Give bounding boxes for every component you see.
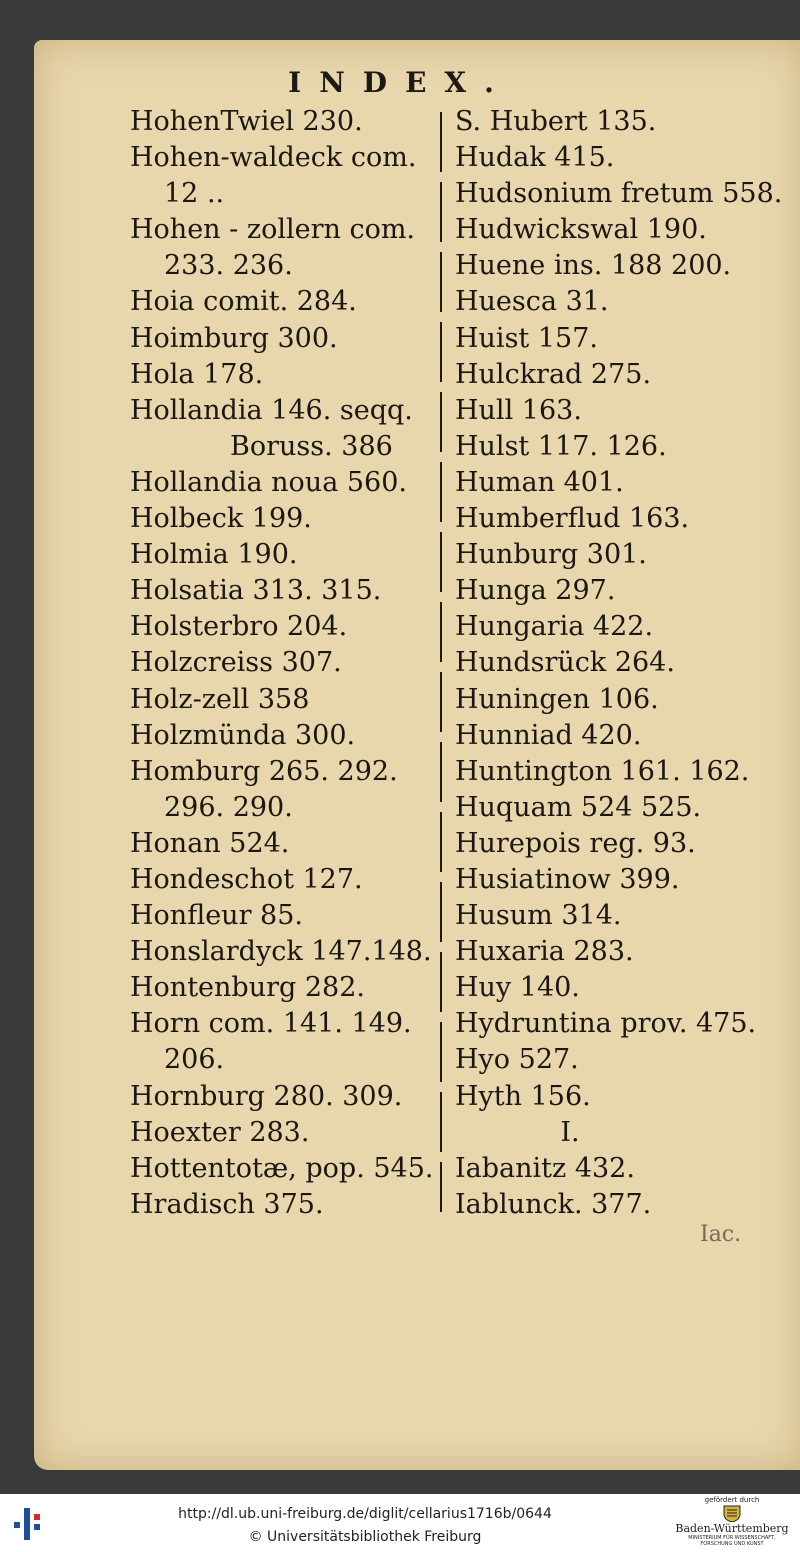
index-entry: Hundsrück 264.: [455, 647, 675, 679]
index-entry: Honfleur 85.: [130, 900, 303, 932]
index-entry: Huxaria 283.: [455, 936, 634, 968]
copyright-notice: © Universitätsbibliothek Freiburg: [248, 1529, 482, 1545]
sponsor-name: Baden-Württemberg: [675, 1522, 789, 1535]
index-entry: Holz-zell 358: [130, 683, 310, 715]
index-entry: Hoia comit. 284.: [130, 286, 357, 318]
index-entry: Huningen 106.: [455, 683, 659, 715]
index-entry: Hunga 297.: [455, 575, 616, 607]
index-entry: Hola 178.: [130, 358, 264, 390]
index-entry: Hudwickswal 190.: [455, 214, 707, 246]
index-entry: Huy 140.: [455, 972, 580, 1004]
index-entry: Huesca 31.: [455, 286, 609, 318]
index-entry: I.: [560, 1116, 580, 1148]
sponsor-ministry: MINISTERIUM FÜR WISSENSCHAFT, FORSCHUNG UND KUNST: [688, 1535, 776, 1547]
index-entry: Hulckrad 275.: [455, 358, 652, 390]
index-entry: Holbeck 199.: [130, 503, 312, 535]
index-entry: Hontenburg 282.: [130, 972, 365, 1004]
column-divider: [440, 112, 442, 1212]
index-entry: Humberflud 163.: [455, 503, 690, 535]
index-entry: Hudsonium fretum 558.: [455, 178, 783, 210]
index-entry: 12 ..: [164, 178, 225, 210]
index-entry: Hudak 415.: [455, 142, 615, 174]
viewer-footer: [0, 1494, 800, 1552]
index-entry: Holsatia 313. 315.: [130, 575, 382, 607]
index-entry: Iabanitz 432.: [455, 1152, 635, 1184]
index-entry: Holmia 190.: [130, 539, 298, 571]
index-entry: Hornburg 280. 309.: [130, 1080, 403, 1112]
index-entry: Holzcreiss 307.: [130, 647, 342, 679]
index-entry: Hoexter 283.: [130, 1116, 310, 1148]
index-entry: Boruss. 386: [230, 430, 393, 462]
index-entry: Hoimburg 300.: [130, 322, 338, 354]
catchword: Iac.: [700, 1222, 742, 1247]
index-entry: Hyth 156.: [455, 1080, 591, 1112]
index-column-left: [130, 104, 434, 1223]
index-entry: Hunniad 420.: [455, 719, 642, 751]
index-entry: Hondeschot 127.: [130, 863, 363, 895]
index-entry: HohenTwiel 230.: [130, 106, 363, 137]
index-entry: Huntington 161. 162.: [455, 755, 750, 787]
index-entry: Hohen - zollern com.: [130, 214, 416, 246]
coat-of-arms-icon: [721, 1504, 743, 1522]
index-entry: 233. 236.: [164, 250, 293, 282]
index-column-right: [455, 104, 783, 1223]
index-entry: Hohen-waldeck com.: [130, 142, 417, 174]
index-entry: Huist 157.: [455, 322, 598, 354]
index-entry: Iablunck. 377.: [455, 1188, 652, 1220]
sponsor-block: [672, 1496, 792, 1550]
index-entry: Hurepois reg. 93.: [455, 827, 696, 859]
index-entry: S. Hubert 135.: [455, 106, 657, 137]
index-entry: Hyo 527.: [455, 1044, 579, 1076]
index-entry: Hunburg 301.: [455, 539, 647, 571]
index-entry: 206.: [164, 1044, 225, 1076]
index-entry: Hollandia 146. seqq.: [130, 394, 413, 426]
index-entry: Human 401.: [455, 466, 624, 498]
page-header: INDEX.: [288, 66, 512, 99]
index-entry: Huene ins. 188 200.: [455, 250, 732, 282]
index-entry: Husum 314.: [455, 900, 622, 932]
index-entry: Holsterbro 204.: [130, 611, 348, 643]
index-entry: Hungaria 422.: [455, 611, 654, 643]
index-entry: Hulst 117. 126.: [455, 430, 667, 462]
sponsor-label: gefördert durch: [704, 1496, 760, 1504]
index-entry: Hydruntina prov. 475.: [455, 1008, 757, 1040]
index-entry: Husiatinow 399.: [455, 863, 680, 895]
index-entry: Hollandia noua 560.: [130, 466, 407, 498]
index-entry: Hottentotæ, pop. 545.: [130, 1152, 434, 1184]
document-url-link[interactable]: http://dl.ub.uni-freiburg.de/diglit/cellarius1716b/0644: [178, 1506, 552, 1522]
index-entry: Hradisch 375.: [130, 1188, 324, 1220]
index-entry: Homburg 265. 292.: [130, 755, 398, 787]
index-entry: Holzmünda 300.: [130, 719, 356, 751]
index-entry: Huquam 524 525.: [455, 791, 702, 823]
index-entry: Honan 524.: [130, 827, 290, 859]
index-entry: Hull 163.: [455, 394, 582, 426]
index-entry: 296. 290.: [164, 791, 293, 823]
index-entry: Horn com. 141. 149.: [130, 1008, 412, 1040]
index-entry: Honslardyck 147.148.: [130, 936, 432, 968]
